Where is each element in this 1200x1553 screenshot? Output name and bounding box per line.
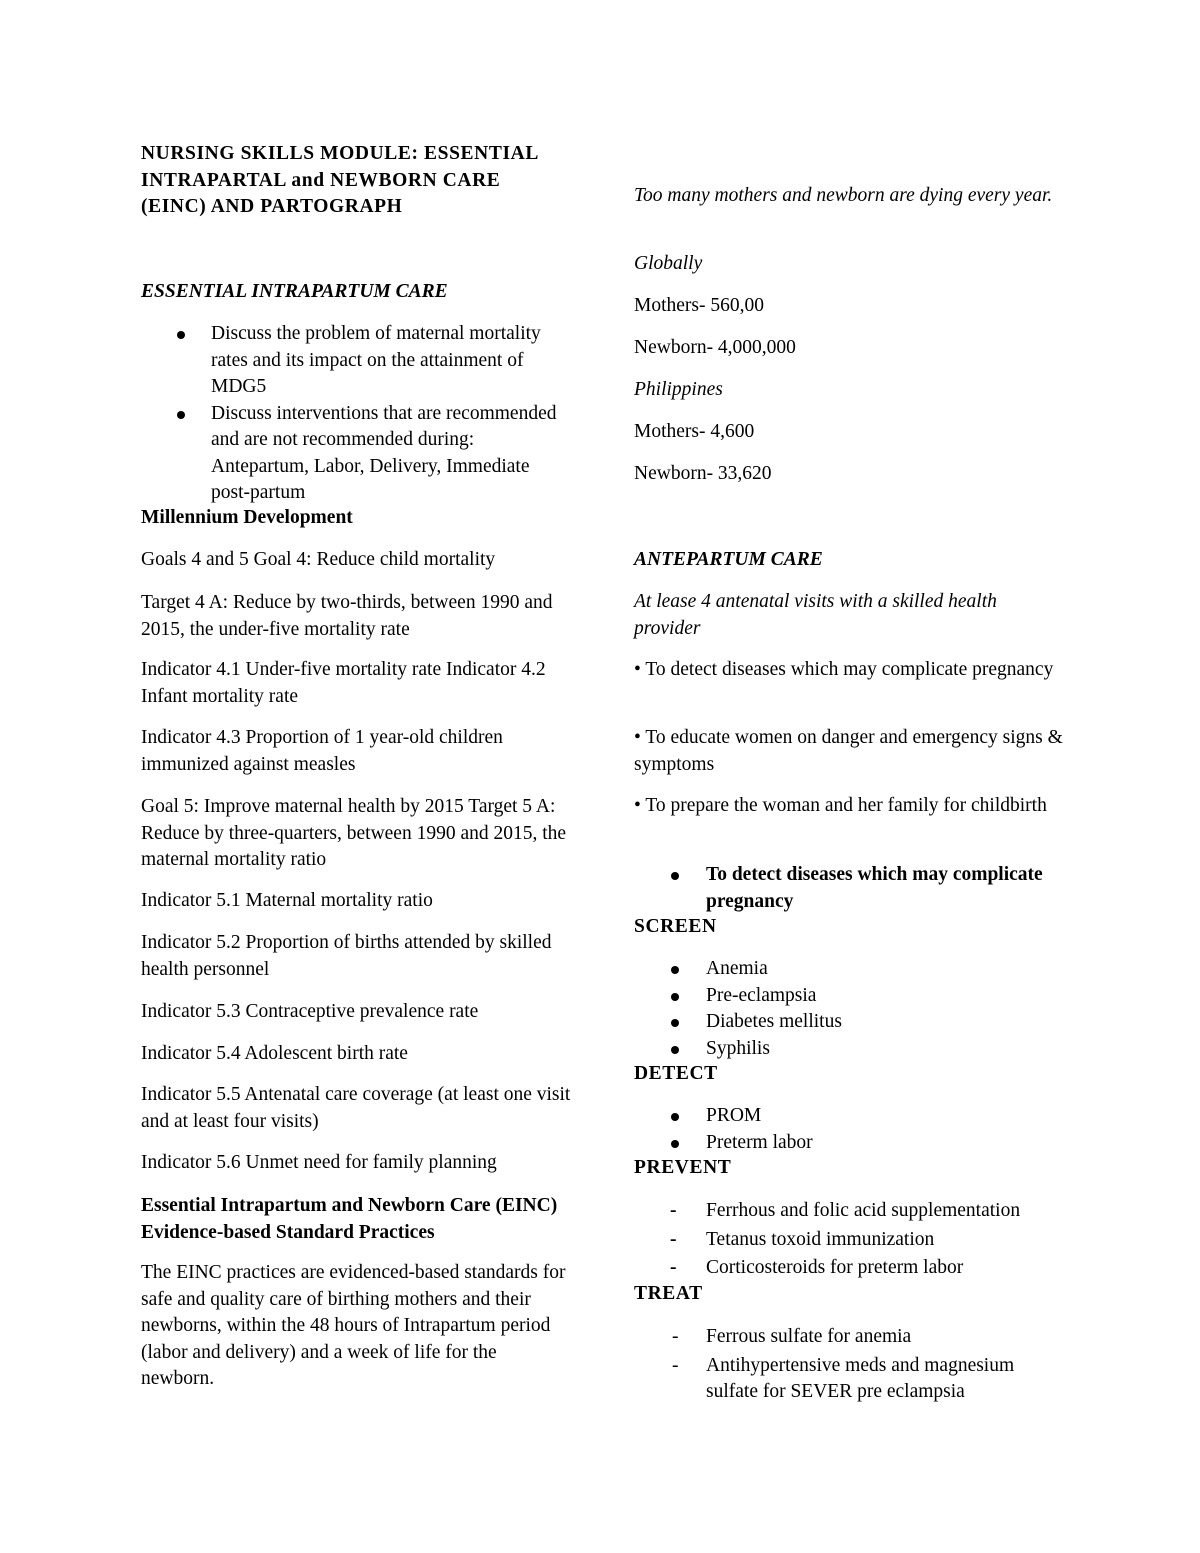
- objectives-list: [141, 321, 571, 507]
- treat-heading: TREAT: [634, 1283, 703, 1304]
- treat-list: [634, 1324, 1064, 1406]
- paragraph-indicator-5-6: Indicator 5.6 Unmet need for family planning: [141, 1152, 497, 1173]
- bullet-icon: [671, 1130, 679, 1157]
- list-item: Diabetes mellitus: [634, 1009, 1064, 1036]
- paragraph-goal-5: Goal 5: Improve maternal health by 2015 Target 5 A: Reduce by three-quarters, between 1990 and 2015, the maternal mortality ratio: [141, 796, 567, 870]
- paragraph-indicator-4-3: Indicator 4.3 Proportion of 1 year-old children immunized against measles: [141, 727, 503, 775]
- detect-bold-list: [634, 862, 1064, 915]
- antenatal-visits: At lease 4 antenatal visits with a skilled health provider: [634, 591, 997, 639]
- document-title: NURSING SKILLS MODULE: ESSENTIAL INTRAPARTAL and NEWBORN CARE (EINC) AND PARTOGRAPH: [141, 143, 538, 217]
- dash-marker: -: [670, 1228, 677, 1250]
- screen-heading: SCREEN: [634, 916, 717, 937]
- bullet-icon: [177, 401, 185, 428]
- purpose-detect: • To detect diseases which may complicate pregnancy: [634, 659, 1054, 680]
- dash-marker: -: [670, 1257, 677, 1278]
- list-item: - Antihypertensive meds and magnesium sulfate for SEVER pre eclampsia: [672, 1354, 1015, 1402]
- list-item: Preterm labor: [634, 1130, 1064, 1157]
- philippines-label: Philippines: [634, 379, 723, 400]
- paragraph-goals: Goals 4 and 5 Goal 4: Reduce child mortality: [141, 549, 496, 570]
- prevent-heading: PREVENT: [634, 1157, 732, 1178]
- dash-marker: -: [672, 1326, 679, 1347]
- ph-mothers: Mothers- 4,600: [634, 421, 755, 442]
- paragraph-indicator-5-1: Indicator 5.1 Maternal mortality ratio: [141, 890, 433, 911]
- list-item: Discuss the problem of maternal mortality rates and its impact on the attainment of MDG5: [141, 321, 571, 401]
- antepartum-heading: ANTEPARTUM CARE: [634, 549, 823, 570]
- global-newborn: Newborn- 4,000,000: [634, 337, 796, 358]
- paragraph-indicator-5-4: Indicator 5.4 Adolescent birth rate: [141, 1043, 408, 1064]
- global-mothers: Mothers- 560,00: [634, 295, 764, 316]
- list-item: Discuss interventions that are recommended and are not recommended during: Antepartum, Labor, Delivery, Immediate post-partum: [141, 401, 571, 507]
- section-heading-intrapartum: ESSENTIAL INTRAPARTUM CARE: [141, 281, 448, 302]
- bullet-icon: [671, 1103, 679, 1130]
- paragraph-indicator-4-1: Indicator 4.1 Under-five mortality rate Indicator 4.2 Infant mortality rate: [141, 659, 546, 707]
- bullet-icon: [671, 862, 679, 889]
- list-item: Anemia: [634, 956, 1064, 983]
- list-item: PROM: [634, 1103, 1064, 1130]
- dash-marker: -: [670, 1200, 677, 1221]
- prevent-list: [634, 1198, 1064, 1282]
- screen-list: [634, 956, 1064, 1062]
- list-item: To detect diseases which may complicate pregnancy: [634, 862, 1064, 915]
- list-item: - Ferrous sulfate for anemia: [634, 1324, 1064, 1351]
- mdg-heading: Millennium Development: [141, 507, 353, 528]
- einc-text: The EINC practices are evidenced-based standards for safe and quality care of birthing mothers and their newborns, within the 48 hours of Intrapartum period (labor and delivery) and a week of life for the newborn.: [141, 1262, 566, 1389]
- list-item: - Corticosteroids for preterm labor: [634, 1255, 1064, 1282]
- list-item: Syphilis: [634, 1036, 1064, 1063]
- list-item: - Tetanus toxoid immunization: [634, 1227, 1064, 1254]
- purpose-educate: • To educate women on danger and emergency signs & symptoms: [634, 727, 1063, 775]
- einc-heading: Essential Intrapartum and Newborn Care (EINC) Evidence-based Standard Practices: [141, 1195, 558, 1243]
- purpose-prepare: • To prepare the woman and her family for childbirth: [634, 795, 1047, 816]
- paragraph-indicator-5-2: Indicator 5.2 Proportion of births attended by skilled health personnel: [141, 932, 552, 980]
- bullet-icon: [671, 983, 679, 1010]
- bullet-icon: [671, 1036, 679, 1063]
- ph-newborn: Newborn- 33,620: [634, 463, 772, 484]
- bullet-icon: [671, 1009, 679, 1036]
- list-item: - Ferrhous and folic acid supplementation: [634, 1198, 1064, 1225]
- intro-text: Too many mothers and newborn are dying every year.: [634, 185, 1053, 206]
- paragraph-indicator-5-3: Indicator 5.3 Contraceptive prevalence rate: [141, 1001, 479, 1022]
- dash-marker: -: [672, 1354, 679, 1376]
- bullet-icon: [177, 321, 185, 348]
- paragraph-indicator-5-5: Indicator 5.5 Antenatal care coverage (at least one visit and at least four visits): [141, 1084, 571, 1132]
- detect-list: [634, 1103, 1064, 1156]
- paragraph-target-4a: Target 4 A: Reduce by two-thirds, between 1990 and 2015, the under-five mortality rate: [141, 592, 553, 640]
- detect-heading: DETECT: [634, 1063, 718, 1084]
- globally-label: Globally: [634, 253, 703, 274]
- list-item: Pre-eclampsia: [634, 983, 1064, 1010]
- bullet-icon: [671, 956, 679, 983]
